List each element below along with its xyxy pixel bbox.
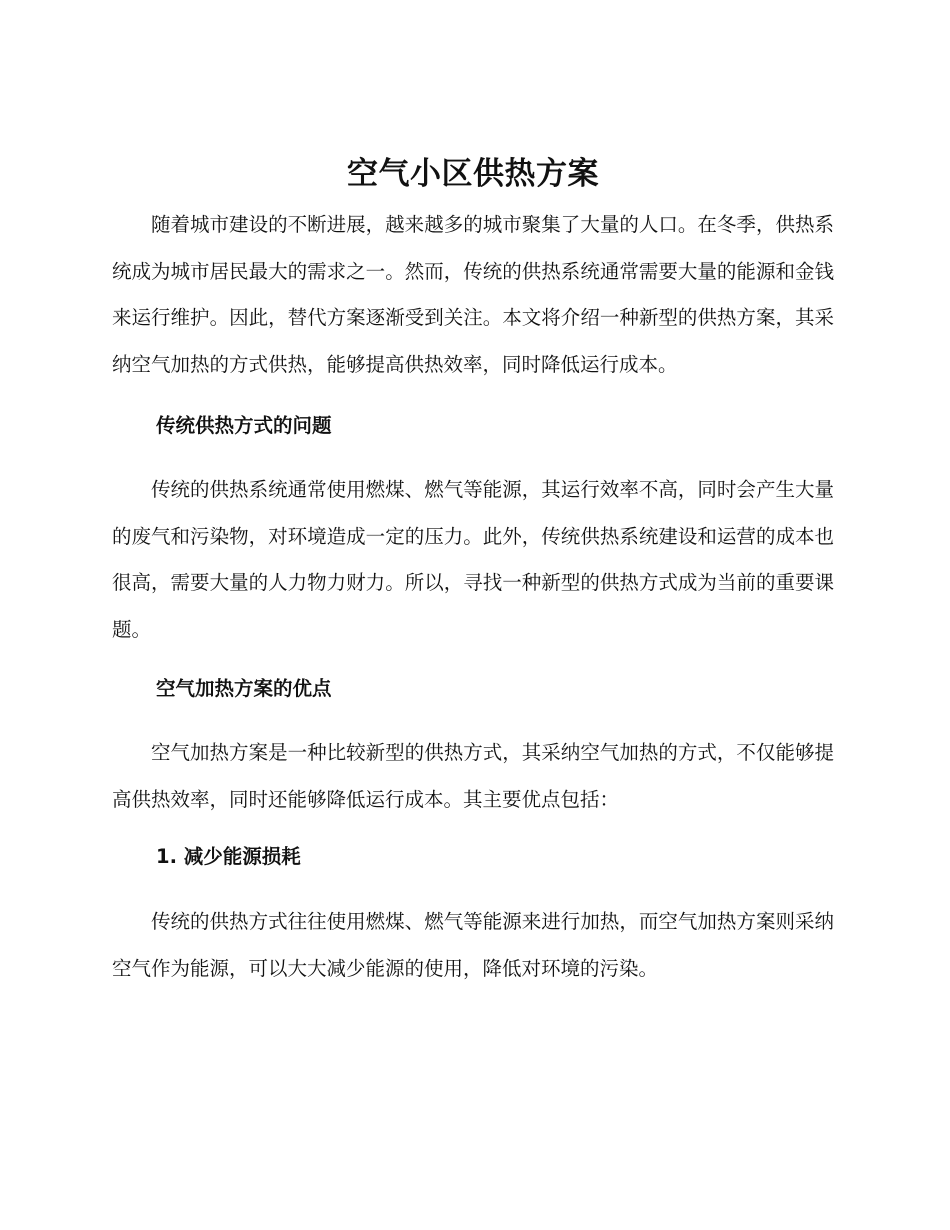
page-title: 空气小区供热方案 bbox=[347, 156, 599, 192]
air-heating-advantages-paragraph: 空气加热方案是一种比较新型的供热方式，其采纳空气加热的方式，不仅能够提高供热效率，同时还能够降低运行成本。其主要优点包括： bbox=[112, 741, 834, 811]
reduce-energy-loss-paragraph: 传统的供热方式往往使用燃煤、燃气等能源来进行加热，而空气加热方案则采纳空气作为能源，可以大大减少能源的使用，降低对环境的污染。 bbox=[112, 910, 834, 980]
section-heading-traditional-problems: 传统供热方式的问题 bbox=[156, 414, 332, 437]
document-body bbox=[112, 148, 834, 992]
subheading-reduce-energy-loss: 1. 减少能源损耗 bbox=[156, 845, 301, 868]
intro-paragraph: 随着城市建设的不断进展，越来越多的城市聚集了大量的人口。在冬季，供热系统成为城市居民最大的需求之一。然而，传统的供热系统通常需要大量的能源和金钱来运行维护。因此，替代方案逐渐受到关注。本文将介绍一种新型的供热方案，其采纳空气加热的方式供热，能够提高供热效率，同时降低运行成本。 bbox=[112, 213, 834, 376]
traditional-problems-paragraph: 传统的供热系统通常使用燃煤、燃气等能源，其运行效率不高，同时会产生大量的废气和污染物，对环境造成一定的压力。此外，传统供热系统建设和运营的成本也很高，需要大量的人力物力财力。所以，寻找一种新型的供热方式成为当前的重要课题。 bbox=[112, 478, 834, 641]
section-heading-air-heating-advantages: 空气加热方案的优点 bbox=[156, 677, 332, 700]
